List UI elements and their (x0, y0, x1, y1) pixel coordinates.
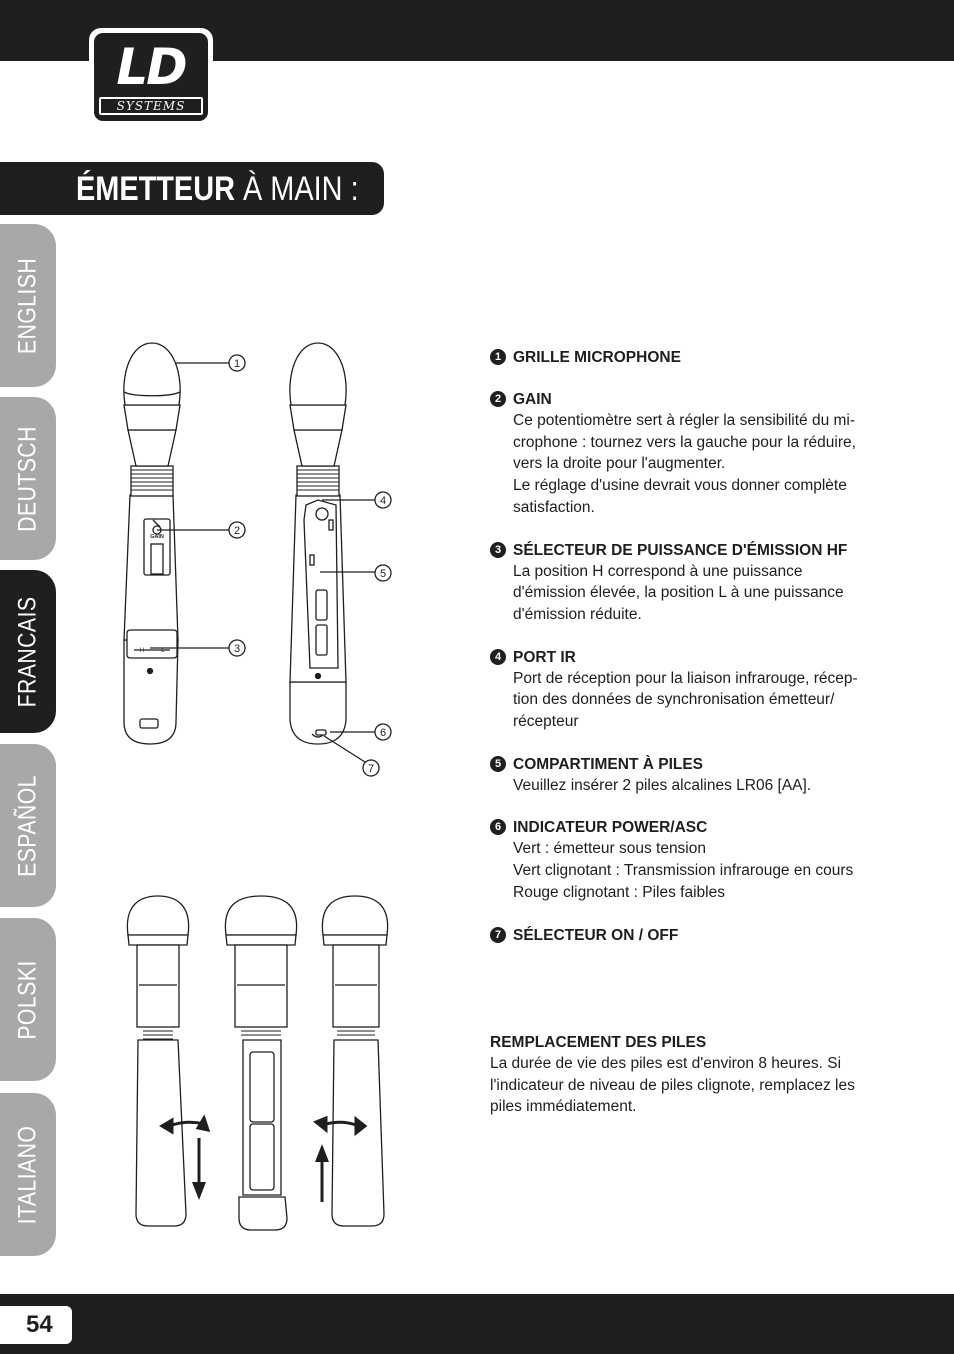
battery-line: La durée de vie des piles est d'environ 8 heures. Si (490, 1055, 842, 1072)
item-number-badge: 5 (490, 756, 506, 772)
callout-7 (363, 760, 379, 776)
page-number: 54 (26, 1311, 53, 1338)
push-up-arrow-icon (315, 1144, 329, 1202)
item-line: crophone : tournez vers la gauche pour la réduire, (513, 433, 856, 451)
callout-1 (229, 355, 245, 371)
microphone-rear-view (290, 343, 346, 744)
item-line: Vert clignotant : Transmission infrarouge en cours (513, 862, 854, 880)
footer-bar (0, 1294, 954, 1354)
item-line: Ce potentiomètre sert à régler la sensibilité du mi- (513, 412, 856, 429)
callout-5 (375, 565, 391, 581)
callout-6 (375, 724, 391, 740)
battery-line: l'indicateur de niveau de piles clignote, remplacez les (490, 1076, 855, 1094)
battery-title: REMPLACEMENT DES PILES (490, 1034, 707, 1051)
feature-item (490, 347, 860, 368)
svg-text:1: 1 (233, 358, 241, 370)
microphone-front-view (124, 343, 180, 744)
pull-down-arrow-icon (192, 1138, 206, 1200)
item-number-badge: 2 (490, 391, 506, 407)
svg-text:3: 3 (233, 643, 241, 655)
switch-h-label: H (139, 648, 145, 654)
item-line: Vert : émetteur sous tension (513, 840, 706, 858)
item-title: SÉLECTEUR ON / OFF (513, 926, 679, 944)
svg-text:6: 6 (379, 727, 387, 739)
battery-step-1-mic (127, 896, 188, 1226)
item-title: INDICATEUR POWER/ASC (513, 819, 708, 837)
svg-text:7: 7 (367, 763, 375, 775)
callout-2 (229, 522, 245, 538)
page-title-strong: ÉMETTEUR (76, 170, 235, 208)
feature-item (490, 817, 860, 903)
item-title: GRILLE MICROPHONE (513, 349, 681, 366)
tab-deutsch-label: DEUTSCH (13, 425, 42, 532)
page-title-rest: À MAIN : (234, 170, 359, 208)
item-line: récepteur (513, 713, 579, 731)
item-line: Veuillez insérer 2 piles alcalines LR06 [AA]. (513, 776, 812, 794)
item-title: SÉLECTEUR DE PUISSANCE D'ÉMISSION HF (513, 541, 848, 559)
item-line: Le réglage d'usine devrait vous donner complète (513, 477, 847, 495)
item-line: satisfaction. (513, 498, 595, 516)
feature-item (490, 647, 860, 733)
item-title: COMPARTIMENT À PILES (513, 755, 704, 773)
feature-item (490, 925, 860, 946)
svg-text:4: 4 (379, 495, 387, 507)
svg-text:5: 5 (379, 568, 387, 580)
item-number-badge: 1 (490, 349, 506, 365)
battery-step-3-mic (322, 896, 387, 1226)
item-number-badge: 6 (490, 819, 506, 835)
item-line: La position H correspond à une puissance (513, 562, 803, 580)
item-line: tion des données de synchronisation émetteur/ (513, 691, 835, 709)
item-line: d'émission élevée, la position L à une puissance (513, 584, 844, 602)
logo-tagline: SYSTEMS (99, 97, 203, 115)
feature-list (490, 347, 860, 967)
feature-item (490, 754, 860, 797)
feature-item (490, 540, 860, 626)
item-line: Port de réception pour la liaison infrarouge, récep- (513, 669, 858, 687)
callout-3 (229, 640, 245, 656)
logo-brand: LD (116, 38, 186, 96)
item-number-badge: 7 (490, 927, 506, 943)
tab-polski-label: POLSKI (13, 959, 42, 1040)
feature-item (490, 389, 860, 519)
tab-espanol-label: ESPAÑOL (13, 774, 42, 877)
tab-francais-label: FRANCAIS (13, 596, 42, 707)
battery-step-2-mic (225, 896, 296, 1230)
battery-replacement-section (490, 1032, 860, 1118)
item-number-badge: 3 (490, 542, 506, 558)
page-number-box (0, 1306, 72, 1344)
battery-line: piles immédiatement. (490, 1098, 637, 1116)
callout-4 (375, 492, 391, 508)
gain-label: GAIN (150, 534, 164, 540)
switch-l-label: L (161, 648, 165, 654)
item-number-badge: 4 (490, 649, 506, 665)
tab-english-label: ENGLISH (13, 257, 42, 354)
item-line: Rouge clignotant : Piles faibles (513, 883, 725, 901)
tab-italiano-label: ITALIANO (13, 1125, 42, 1224)
item-line: vers la droite pour l'augmenter. (513, 455, 726, 473)
item-title: GAIN (513, 391, 552, 408)
item-line: d'émission réduite. (513, 605, 642, 623)
item-title: PORT IR (513, 648, 576, 666)
svg-text:2: 2 (233, 525, 241, 537)
